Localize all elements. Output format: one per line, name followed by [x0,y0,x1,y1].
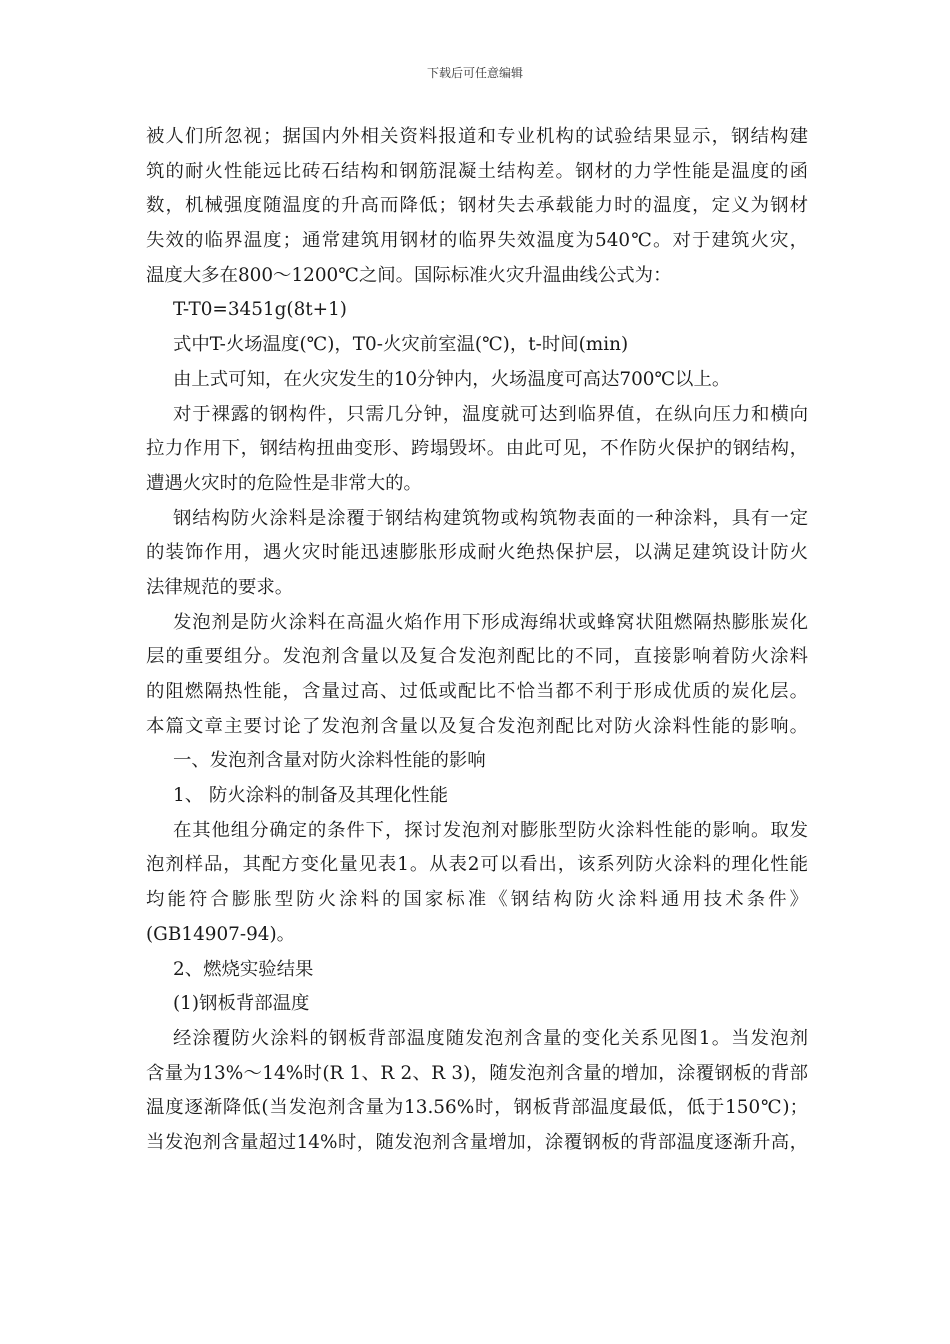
text-line: 层的重要组分。发泡剂含量以及复合发泡剂配比的不同，直接影响着防火涂料 [146,646,808,668]
text-line: 温度大多在800～1200℃之间。国际标准火灾升温曲线公式为： [146,264,672,286]
section-heading: 一、发泡剂含量对防火涂料性能的影响 [173,750,486,772]
subsection-heading: (1)钢板背部温度 [173,993,310,1015]
text-line: 含量为13%～14%时(R 1、R 2、R 3)，随发泡剂含量的增加，涂覆钢板的背部 [146,1062,808,1084]
subsection-heading: 2、燃烧实验结果 [173,958,314,980]
text-line: 在其他组分确定的条件下，探讨发泡剂对膨胀型防火涂料性能的影响。取发 [173,819,808,841]
formula-line: T-T0=3451g(8t+1) [173,299,347,321]
text-line: 钢结构防火涂料是涂覆于钢结构建筑物或构筑物表面的一种涂料，具有一定 [173,507,808,529]
subsection-heading: 1、 防火涂料的制备及其理化性能 [173,785,449,807]
page-header: 下载后可任意编辑 [426,66,523,80]
text-line: 对于裸露的钢构件，只需几分钟，温度就可达到临界值，在纵向压力和横向 [173,403,808,425]
text-line: 经涂覆防火涂料的钢板背部温度随发泡剂含量的变化关系见图1。当发泡剂 [173,1027,808,1049]
text-line: 拉力作用下，钢结构扭曲变形、跨塌毁坏。由此可见，不作防火保护的钢结构， [146,438,808,460]
text-line: 筑的耐火性能远比砖石结构和钢筋混凝土结构差。钢材的力学性能是温度的函 [146,160,808,182]
text-line: 当发泡剂含量超过14%时，随发泡剂含量增加，涂覆钢板的背部温度逐渐升高， [146,1131,808,1153]
text-line: 被人们所忽视；据国内外相关资料报道和专业机构的试验结果显示，钢结构建 [146,126,808,147]
text-line: 泡剂样品，其配方变化量见表1。从表2可以看出，该系列防火涂料的理化性能 [146,854,808,876]
text-line: 遭遇火灾时的危险性是非常大的。 [146,472,422,494]
text-line: 由上式可知，在火灾发生的10分钟内，火场温度可高达700℃以上。 [173,368,731,390]
text-line: 均能符合膨胀型防火涂料的国家标准《钢结构防火涂料通用技术条件》 [146,889,808,911]
text-line: 数，机械强度随温度的升高而降低；钢材失去承载能力时的温度，定义为钢材 [146,195,808,217]
text-line: 温度逐渐降低(当发泡剂含量为13.56%时，钢板背部温度最低，低于150℃)； [146,1097,808,1119]
text-line: 式中T-火场温度(℃)，T0-火灾前室温(℃)，t-时间(min) [173,334,629,356]
text-line: 的阻燃隔热性能，含量过高、过低或配比不恰当都不利于形成优质的炭化层。 [146,681,808,702]
body-text [146,120,808,1161]
text-line: 的装饰作用，遇火灾时能迅速膨胀形成耐火绝热保护层，以满足建筑设计防火 [146,542,808,564]
text-line: 本篇文章主要讨论了发泡剂含量以及复合发泡剂配比对防火涂料性能的影响。 [146,715,808,737]
text-line: 发泡剂是防火涂料在高温火焰作用下形成海绵状或蜂窝状阻燃隔热膨胀炭化 [173,611,808,633]
text-line: 法律规范的要求。 [146,576,294,598]
text-line: (GB14907-94)。 [146,923,296,945]
text-line: 失效的临界温度；通常建筑用钢材的临界失效温度为540℃。对于建筑火灾， [146,230,808,252]
